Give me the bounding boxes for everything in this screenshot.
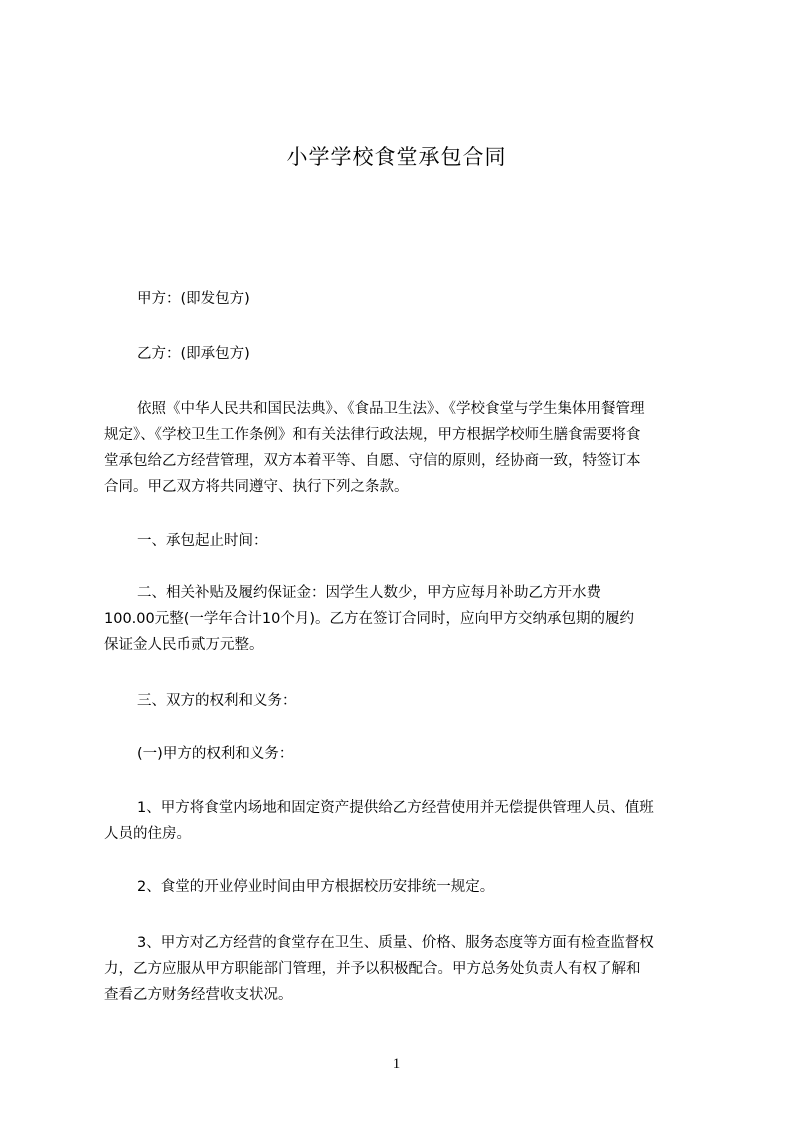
party-b-text: 乙方：(即承包方) — [137, 346, 250, 362]
section-2-line: 100.00元整(一学年合计10个月)。乙方在签订合同时，应向甲方交纳承包期的履约 — [104, 611, 634, 627]
section-1-text: 一、承包起止时间： — [137, 533, 268, 549]
item-2-paragraph — [104, 874, 708, 900]
item-1-line: 人员的住房。 — [104, 826, 191, 842]
preamble-line: 规定》、《学校卫生工作条例》和有关法律行政法规，甲方根据学校师生膳食需要将食 — [104, 427, 641, 443]
section-3-text: 三、双方的权利和义务： — [137, 693, 297, 709]
item-3-line: 3、甲方对乙方经营的食堂存在卫生、质量、价格、服务态度等方面有检查监督权 — [137, 935, 654, 951]
item-2-text: 2、食堂的开业停业时间由甲方根据校历安排统一规定。 — [137, 879, 495, 895]
item-3-line: 查看乙方财务经营收支状况。 — [104, 987, 293, 1003]
section-2-paragraph — [104, 580, 708, 658]
preamble-paragraph — [104, 396, 708, 500]
party-b-line — [104, 341, 708, 367]
preamble-line: 依照《中华人民共和国民法典》、《食品卫生法》、《学校食堂与学生集体用餐管理 — [137, 401, 645, 417]
section-3-heading — [104, 688, 708, 714]
page-number: 1 — [392, 1056, 401, 1072]
page-title: 小学学校食堂承包合同 — [286, 145, 507, 169]
item-3-line: 力，乙方应服从甲方职能部门管理，并予以积极配合。甲方总务处负责人有权了解和 — [104, 961, 641, 977]
subsection-1-heading — [104, 741, 708, 767]
item-1-line: 1、甲方将食堂内场地和固定资产提供给乙方经营使用并无偿提供管理人员、值班 — [137, 800, 654, 816]
item-1-paragraph — [104, 795, 708, 847]
item-3-paragraph — [104, 930, 708, 1008]
section-2-line: 二、相关补贴及履约保证金：因学生人数少，甲方应每月补助乙方开水费 — [137, 585, 601, 601]
party-a-line — [104, 286, 708, 312]
party-a-text: 甲方：(即发包方) — [137, 291, 250, 307]
section-1-heading — [104, 528, 708, 554]
preamble-line: 堂承包给乙方经营管理，双方本着平等、自愿、守信的原则，经协商一致，特签订本 — [104, 453, 641, 469]
preamble-line: 合同。甲乙双方将共同遵守、执行下列之条款。 — [104, 479, 409, 495]
subsection-1-text: (一)甲方的权利和义务： — [137, 746, 294, 762]
section-2-line: 保证金人民币贰万元整。 — [104, 637, 264, 653]
